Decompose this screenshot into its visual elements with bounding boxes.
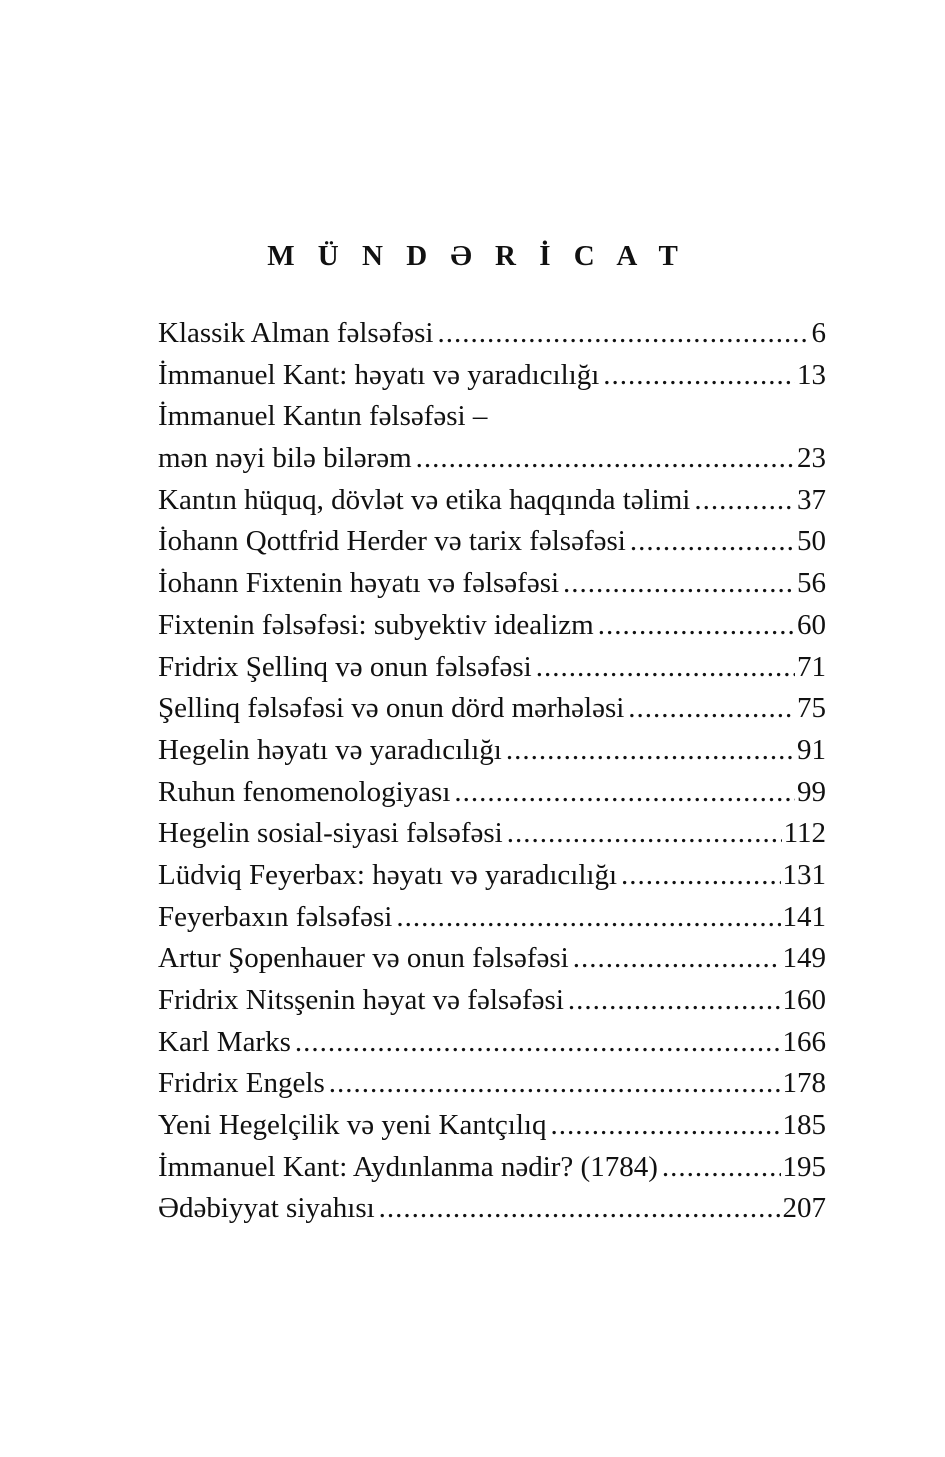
toc-entry-page-number: 149 xyxy=(782,942,826,975)
toc-entry-page-number: 23 xyxy=(797,442,826,475)
toc-leader-dots xyxy=(621,855,780,897)
toc-entry-page-number: 71 xyxy=(797,650,826,683)
toc-entry-page-number: 13 xyxy=(797,358,826,391)
toc-entry-page-number: 91 xyxy=(797,733,826,766)
toc-entry xyxy=(158,647,826,689)
toc-leader-dots xyxy=(506,730,795,772)
toc-entry-page-number: 6 xyxy=(811,317,826,349)
toc-entry-title: Ruhun fenomenologiyası xyxy=(158,775,451,808)
toc-leader-dots xyxy=(454,772,795,814)
toc-entry-title: Feyerbaxın fəlsəfəsi xyxy=(158,900,393,933)
toc-entry-title: Artur Şopenhauer və onun fəlsəfəsi xyxy=(158,942,569,975)
toc-entry-title: Fridrix Engels xyxy=(158,1067,325,1100)
toc-entry-page-number: 160 xyxy=(782,984,826,1016)
toc-entry-page-number: 178 xyxy=(782,1067,826,1100)
toc-entry xyxy=(158,1147,826,1189)
toc-leader-dots xyxy=(396,897,780,939)
toc-leader-dots xyxy=(329,1063,781,1105)
toc-leader-dots xyxy=(598,605,795,647)
toc-leader-dots xyxy=(507,813,782,855)
toc-entry-title: Ədəbiyyat siyahısı xyxy=(158,1192,375,1225)
toc-entry-title: İohann Fixtenin həyatı və fəlsəfəsi xyxy=(158,567,560,600)
toc-entry-title: mən nəyi bilə bilərəm xyxy=(158,442,412,475)
toc-entry-page-number: 131 xyxy=(782,858,826,891)
toc-entry-title: İohann Qottfrid Herder və tarix fəlsəfəsi xyxy=(158,525,626,558)
toc-entry-page-number: 141 xyxy=(782,900,826,933)
toc-entry-title: İmmanuel Kant: Aydınlanma nədir? (1784) xyxy=(158,1150,658,1183)
toc-leader-dots xyxy=(568,980,781,1022)
toc-entry xyxy=(158,1022,826,1064)
toc-entry xyxy=(158,1063,826,1105)
toc-entry xyxy=(158,1105,826,1147)
toc-entry-page-number: 56 xyxy=(797,567,826,600)
toc-leader-dots xyxy=(630,521,795,563)
toc-entry xyxy=(158,438,826,480)
toc-entry-title: Karl Marks xyxy=(158,1025,291,1058)
toc-entry-title: İmmanuel Kantın fəlsəfəsi – xyxy=(158,400,488,433)
toc-entry xyxy=(158,730,826,772)
toc-entry xyxy=(158,480,826,522)
toc-entry-page-number: 75 xyxy=(797,692,826,725)
toc-entry xyxy=(158,313,826,355)
toc-entry xyxy=(158,521,826,563)
toc-leader-dots xyxy=(295,1022,781,1064)
toc-entry-page-number: 112 xyxy=(783,817,826,850)
toc-leader-dots xyxy=(379,1188,781,1230)
toc-entry-page-number: 37 xyxy=(797,483,826,516)
toc-entry xyxy=(158,855,826,897)
toc-leader-dots xyxy=(573,938,781,980)
toc-entry xyxy=(158,813,826,855)
toc-entry-title: Fixtenin fəlsəfəsi: subyektiv idealizm xyxy=(158,608,594,641)
toc-leader-dots xyxy=(563,563,795,605)
toc-entry-title: Hegelin həyatı və yaradıcılığı xyxy=(158,733,502,766)
toc-entry xyxy=(158,772,826,814)
toc-entry xyxy=(158,897,826,939)
toc-leader-dots xyxy=(694,480,795,522)
toc-entry-title: Hegelin sosial-siyasi fəlsəfəsi xyxy=(158,817,503,850)
toc-entry xyxy=(158,605,826,647)
toc-entry-title: Lüdviq Feyerbax: həyatı və yaradıcılığı xyxy=(158,858,618,891)
toc-leader-dots xyxy=(550,1105,780,1147)
toc-entry-page-number: 195 xyxy=(782,1150,826,1183)
toc-entry xyxy=(158,980,826,1022)
toc-leader-dots xyxy=(416,438,795,480)
toc-entry-title: Fridrix Şellinq və onun fəlsəfəsi xyxy=(158,650,532,683)
toc-entry-title: Şellinq fəlsəfəsi və onun dörd mərhələsi xyxy=(158,692,625,725)
toc-entry-title: Yeni Hegelçilik və yeni Kantçılıq xyxy=(158,1109,547,1142)
toc-entry-title: Klassik Alman fəlsəfəsi xyxy=(158,317,434,349)
toc-entry xyxy=(158,396,826,438)
toc-entry-page-number: 60 xyxy=(797,608,826,641)
toc-entry xyxy=(158,688,826,730)
toc-entry-title: Kantın hüquq, dövlət və etika haqqında təlimi xyxy=(158,483,691,516)
toc-entry-page-number: 50 xyxy=(797,525,826,558)
table-of-contents xyxy=(158,313,826,1230)
toc-entry xyxy=(158,355,826,397)
toc-entry xyxy=(158,1188,826,1230)
toc-heading: M Ü N D Ə R İ C A T xyxy=(267,240,686,272)
toc-entry-page-number: 99 xyxy=(797,775,826,808)
toc-entry xyxy=(158,938,826,980)
toc-entry-page-number: 185 xyxy=(782,1109,826,1142)
toc-entry-page-number: 166 xyxy=(782,1025,826,1058)
toc-entry-page-number: 207 xyxy=(782,1192,826,1225)
toc-leader-dots xyxy=(628,688,795,730)
toc-leader-dots xyxy=(536,647,795,689)
toc-entry-title: Fridrix Nitsşenin həyat və fəlsəfəsi xyxy=(158,984,564,1016)
toc-leader-dots xyxy=(662,1147,781,1189)
toc-leader-dots xyxy=(437,313,809,355)
toc-entry xyxy=(158,563,826,605)
toc-entry-title: İmmanuel Kant: həyatı və yaradıcılığı xyxy=(158,358,600,391)
toc-leader-dots xyxy=(603,355,795,397)
